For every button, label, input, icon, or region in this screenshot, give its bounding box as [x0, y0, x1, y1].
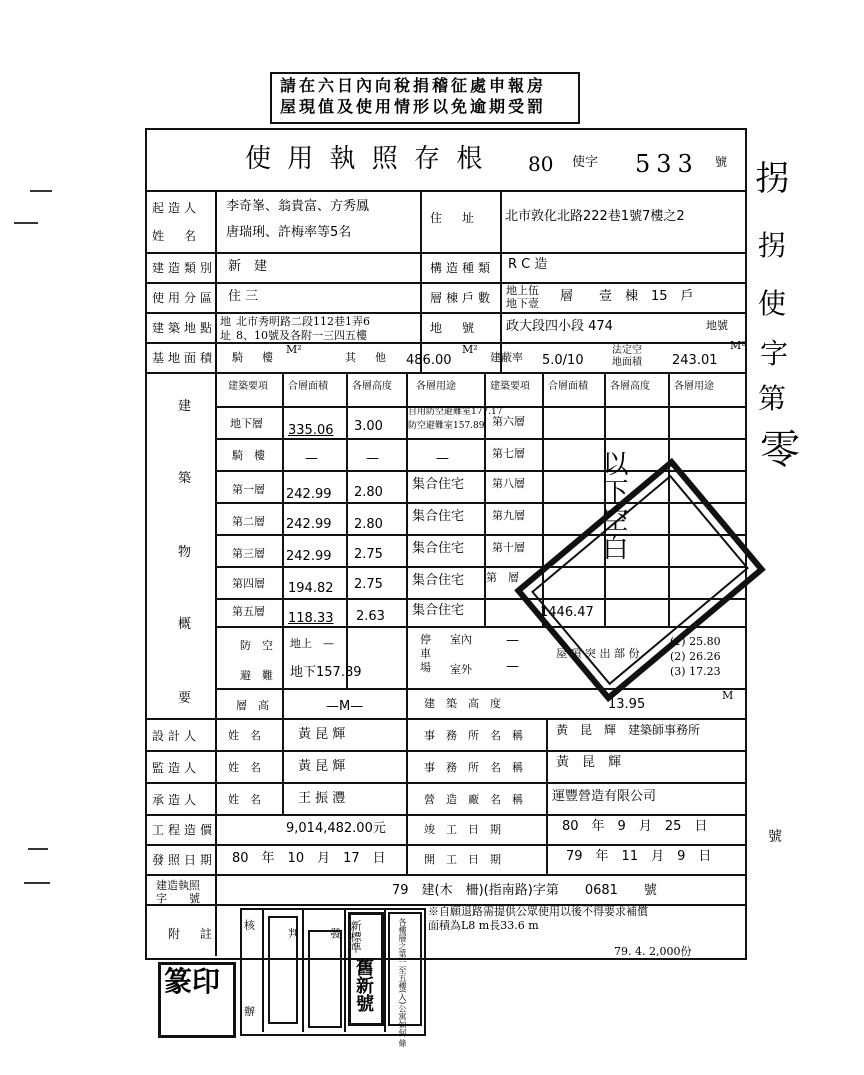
floor-use: 防空避難室157.89 [408, 421, 485, 431]
floor-use: 集合住宅 [412, 573, 465, 588]
floor-item: 第二層 [232, 515, 265, 528]
void-stamp-text: 以下空白 [598, 450, 628, 562]
col-header: 各層用途 [674, 381, 714, 392]
permit-label-1: 建造執照 [156, 879, 200, 892]
lot-value: 政大段四小段 474 [506, 319, 613, 334]
margin-mark [24, 882, 50, 884]
cost-value: 9,014,482.00元 [286, 821, 386, 836]
remarks-note2: 面積為L8 m長33.6 m [428, 919, 539, 932]
floor-height: 2.80 [354, 485, 383, 500]
name-label: 姓 名 [228, 761, 261, 774]
supervisor-label: 監造人 [152, 761, 201, 775]
floor-height: 3.00 [354, 419, 383, 434]
side-mark-6: 零 [760, 427, 800, 473]
floor-area: 194.82 [288, 581, 334, 596]
total-area: 1446.47 [540, 605, 594, 620]
parking-in: 室內 [450, 633, 472, 646]
open-value: 243.01 [672, 353, 718, 368]
right-floor: 第八層 [492, 477, 525, 490]
margin-mark [14, 222, 38, 224]
floor-use: 集合住宅 [412, 541, 465, 556]
floor-item: 騎 樓 [232, 449, 265, 462]
rule [145, 342, 745, 344]
building-side-5: 要 [178, 691, 192, 706]
rule [145, 782, 745, 784]
rule [145, 874, 745, 876]
floor-area: 242.99 [286, 549, 332, 564]
approval-label: 辦 [244, 1005, 255, 1018]
parking-label-3: 場 [420, 661, 431, 674]
floors-label: 層棟戶數 [430, 291, 495, 305]
floor-area: — [305, 451, 318, 466]
name-label: 姓 名 [228, 793, 261, 806]
side-mark-5: 第 [758, 382, 787, 415]
office-label: 事 務 所 名 稱 [424, 729, 523, 742]
floor-height-value: —M— [326, 699, 364, 714]
side-mark-1: 拐 [749, 160, 789, 194]
company-label: 營 造 廠 名 稱 [424, 793, 523, 806]
parking-label-1: 停 [420, 633, 431, 646]
bldg-height-label: 建 築 高 度 [424, 697, 501, 710]
remarks-label: 附 註 [168, 927, 217, 941]
rule [346, 372, 348, 688]
bldg-height-value: 13.95 [608, 697, 646, 712]
right-floor: 第十層 [492, 541, 525, 554]
parking-in-value: — [506, 633, 519, 648]
rule [282, 718, 284, 814]
col-header: 合層面積 [548, 381, 588, 392]
parking-label-2: 車 [420, 647, 431, 660]
building-side-3: 物 [178, 545, 192, 560]
floor-item: 第五層 [232, 605, 265, 618]
floor-height: 2.63 [356, 609, 385, 624]
col-header: 建築要項 [228, 381, 268, 392]
col-header: 建築要項 [490, 381, 530, 392]
floor-use: 集合住宅 [412, 509, 465, 524]
approval-label: 判 [288, 927, 299, 940]
rule [145, 844, 745, 846]
evac-below: 地下157.89 [290, 665, 362, 680]
start-value: 79 年 11 月 9 日 [566, 849, 712, 864]
floor-height: 2.75 [354, 547, 383, 562]
site-prefix-2: 址 [220, 329, 231, 342]
floor-item: 地下層 [230, 417, 263, 430]
right-floor: 第七層 [492, 447, 525, 460]
rule [145, 750, 745, 752]
area-riding: 騎 樓 [232, 351, 277, 364]
building-side-4: 概 [178, 617, 192, 632]
open-label: 法定空 [612, 345, 642, 356]
rule [384, 908, 386, 1032]
area-label: 基地面積 [152, 351, 217, 365]
parking-out-value: — [506, 659, 519, 674]
builder-line1: 李奇峯、翁貴富、方秀鳳 [226, 199, 370, 214]
finish-value: 80 年 9 月 25 日 [562, 819, 708, 834]
floor-area: 242.99 [286, 517, 332, 532]
designer-name: 黃 昆 輝 [298, 727, 346, 742]
approval-label: 核 [244, 919, 255, 932]
floor-use: 自用防空避難室177.17 [408, 407, 503, 417]
parking-out: 室外 [450, 663, 472, 676]
floor-use: 集合住宅 [412, 603, 465, 618]
floor-area: 118.33 [288, 611, 334, 626]
rule [145, 282, 745, 284]
permit-prefix: 使字 [572, 155, 599, 170]
floor-area: 242.99 [286, 487, 332, 502]
ratio-label: 建蔽率 [490, 351, 523, 364]
form-footer: 79. 4. 2,000份 [614, 945, 692, 958]
site-prefix-1: 地 [220, 315, 231, 328]
start-label: 開 工 日 期 [424, 853, 501, 866]
floor-use: 集合住宅 [412, 477, 465, 492]
issue-label: 發照日期 [152, 853, 217, 867]
designer-office: 黃 昆 輝 建築師事務所 [556, 723, 701, 737]
supervisor-name: 黃 昆 輝 [298, 759, 346, 774]
floor-item: 第一層 [232, 483, 265, 496]
supervisor-office: 黃 昆 輝 [556, 755, 622, 770]
floor-height: 2.75 [354, 577, 383, 592]
side-mark-3: 使 [758, 287, 787, 320]
roof-value-1: (1) 25.80 [670, 635, 721, 648]
contractor-label: 承造人 [152, 793, 201, 807]
official-seal-glyph: 篆印 [164, 965, 221, 998]
cost-label: 工程造價 [152, 823, 217, 837]
shelter-label: 防 空 [240, 639, 273, 652]
site-label: 建築地點 [152, 321, 217, 335]
lot-label: 地 號 [430, 321, 479, 335]
seal-stamp [268, 916, 298, 1024]
contractor-name: 王 振 灃 [298, 791, 346, 806]
address-label: 住 址 [430, 211, 479, 225]
col-header: 各層高度 [352, 381, 392, 392]
build-type-label: 建造類別 [152, 261, 217, 275]
rule [282, 372, 284, 718]
evac-label: 避 難 [240, 669, 273, 682]
floors-value: 層 壹 棟 15 戶 [560, 289, 694, 304]
seal-text-2: 舊新號 [353, 958, 374, 1012]
build-type-value: 新 建 [228, 259, 268, 274]
permit-year: 80 [528, 152, 554, 176]
m2-unit: M² [286, 343, 302, 356]
rule [145, 252, 745, 254]
floor-height: 2.80 [354, 517, 383, 532]
margin-mark [28, 848, 48, 850]
floors-below: 地下壹 [506, 297, 539, 310]
roof-value-3: (3) 17.23 [670, 665, 721, 678]
floor-item: 第四層 [232, 577, 265, 590]
shelter-above: 地上 — [290, 637, 334, 650]
builder-label-2: 姓 名 [152, 229, 201, 243]
ratio-value: 5.0/10 [542, 353, 584, 368]
rule [262, 908, 264, 1032]
col-header: 各層高度 [610, 381, 650, 392]
site-line2: 8、10號及各附一三四五樓 [236, 329, 367, 342]
building-side-2: 築 [178, 471, 192, 486]
name-label: 姓 名 [228, 729, 261, 742]
floor-area: 335.06 [288, 423, 334, 438]
builder-label: 起造人 [152, 201, 201, 215]
area-other-value: 486.00 [406, 353, 452, 368]
open-label-2: 地面積 [612, 357, 642, 368]
designer-label: 設計人 [152, 729, 201, 743]
contractor-company: 運豐營造有限公司 [552, 789, 657, 804]
builder-line2: 唐瑞琍、許梅率等5名 [226, 225, 352, 240]
right-floor: 第六層 [492, 415, 525, 428]
side-mark-hao: 號 [768, 829, 782, 845]
rule [546, 718, 548, 874]
floors-above: 地上伍 [506, 284, 539, 297]
zone-value: 住 三 [228, 289, 259, 304]
page-title: 使 用 執 照 存 根 [245, 144, 487, 174]
side-mark-4: 字 [760, 337, 789, 370]
rule [344, 908, 346, 1032]
seal-col-text: 各樓層之第一至五樓(入)公寓如何 條 [398, 918, 407, 1047]
zone-label: 使用分區 [152, 291, 217, 305]
address-value: 北市敦化北路222巷1號7樓之2 [505, 209, 685, 224]
lot-suffix: 地號 [706, 319, 728, 332]
floor-use: — [436, 451, 449, 466]
notice-line2: 屋現值及使用情形以免逾期受罰 [280, 97, 547, 116]
site-line1: 北市秀明路二段112巷1弄6 [236, 315, 370, 328]
structure-label: 構造種類 [430, 261, 495, 275]
rule [145, 190, 745, 192]
seal-text: 新標準 [349, 920, 362, 953]
approval-label: 發 [330, 927, 341, 940]
roof-label: 屋 頂 突 出 部 份 [556, 647, 640, 660]
building-side-1: 建 [178, 399, 192, 414]
rule [145, 312, 745, 314]
right-floor: 第 層 [486, 571, 519, 584]
office-label: 事 務 所 名 稱 [424, 761, 523, 774]
permit-number: 533 [635, 150, 699, 178]
rule [420, 190, 422, 372]
permit-suffix: 號 [715, 155, 728, 169]
finish-label: 竣 工 日 期 [424, 823, 501, 836]
m-unit: M [722, 689, 734, 702]
rule [406, 718, 408, 874]
rule [302, 908, 304, 1032]
col-header: 合層面積 [288, 381, 328, 392]
side-mark-2: 拐 [758, 229, 787, 262]
area-other: 其 他 [345, 351, 390, 364]
floor-height: — [366, 451, 379, 466]
right-floor: 第九層 [492, 509, 525, 522]
col-header: 各層用途 [416, 381, 456, 392]
permit-value: 79 建(木 柵)(指南路)字第 0681 號 [392, 883, 657, 898]
m2-unit: M² [462, 343, 478, 356]
structure-value: R C 造 [508, 257, 548, 272]
seal-stamp [308, 927, 342, 1028]
permit-label-2: 字 號 [156, 892, 200, 905]
remarks-note1: ※自願退路需提供公眾使用以後不得要求補償 [428, 905, 648, 918]
notice-line1: 請在六日內向稅捐稽征處申報房 [280, 76, 547, 95]
margin-mark [30, 190, 52, 192]
roof-value-2: (2) 26.26 [670, 650, 721, 663]
floor-height-label: 層 高 [236, 699, 269, 712]
issue-value: 80 年 10 月 17 日 [232, 851, 386, 866]
void-stamp [500, 420, 780, 740]
rule [145, 372, 745, 374]
rule [145, 814, 745, 816]
m2-unit: M² [730, 339, 746, 352]
rule [500, 190, 502, 372]
floor-item: 第三層 [232, 547, 265, 560]
